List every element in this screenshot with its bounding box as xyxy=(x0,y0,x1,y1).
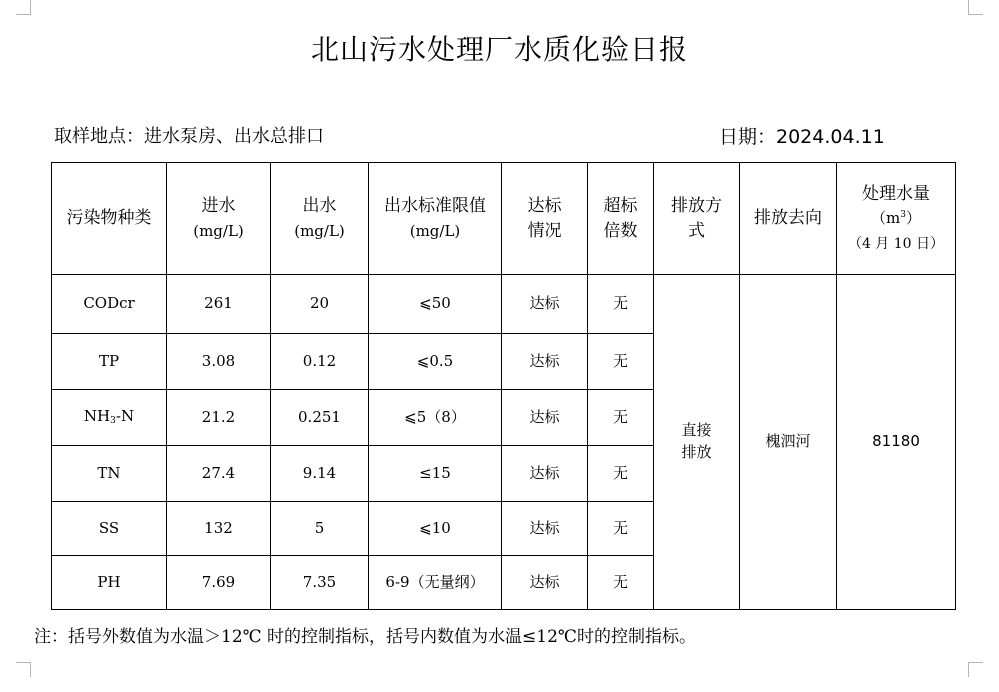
cell-outflow: 0.251 xyxy=(271,390,369,446)
discharge-mode: 直接 排放 xyxy=(654,275,740,610)
cell-exceed: 无 xyxy=(588,334,654,390)
cell-limit: 6-9（无量纲） xyxy=(369,556,502,610)
cell-compliance: 达标 xyxy=(502,446,588,502)
cell-pollutant: $NH_3-N$ xyxy=(52,390,167,446)
cell-inflow: 3.08 xyxy=(167,334,271,390)
cell-compliance: 达标 xyxy=(502,390,588,446)
cell-pollutant: PH xyxy=(52,556,167,610)
cell-limit: ⩽0.5 xyxy=(369,334,502,390)
header-inflow: 进水 (mg/L) xyxy=(167,163,271,275)
cell-limit: ⩽10 xyxy=(369,502,502,556)
report-date: 日期：2024.04.11 xyxy=(719,126,885,148)
header-destination: 排放去向 xyxy=(740,163,837,275)
cell-inflow: 7.69 xyxy=(167,556,271,610)
cell-outflow: 5 xyxy=(271,502,369,556)
header-volume: 处理水量 $(m^3)$ （4 月 10 日） xyxy=(837,163,956,275)
page-corner-mark xyxy=(16,662,31,677)
cell-outflow: 9.14 xyxy=(271,446,369,502)
footnote: 注：括号外数值为水温＞12℃ 时的控制指标，括号内数值为水温≤12℃时的控制指标。 xyxy=(34,627,696,647)
cell-pollutant: CODcr xyxy=(52,275,167,334)
cell-outflow: 7.35 xyxy=(271,556,369,610)
cell-exceed: 无 xyxy=(588,446,654,502)
cell-limit: ⩽50 xyxy=(369,275,502,334)
discharge-destination: 槐泗河 xyxy=(740,275,837,610)
page-corner-mark xyxy=(16,0,31,15)
cell-inflow: 27.4 xyxy=(167,446,271,502)
cell-outflow: 0.12 xyxy=(271,334,369,390)
header-outflow: 出水 (mg/L) xyxy=(271,163,369,275)
cell-limit: ⩽5（8） xyxy=(369,390,502,446)
page-corner-mark xyxy=(968,0,983,15)
cell-compliance: 达标 xyxy=(502,502,588,556)
cell-exceed: 无 xyxy=(588,556,654,610)
cell-inflow: 261 xyxy=(167,275,271,334)
header-exceed: 超标 倍数 xyxy=(588,163,654,275)
cell-compliance: 达标 xyxy=(502,275,588,334)
header-compliance: 达标 情况 xyxy=(502,163,588,275)
header-limit: 出水标准限值 (mg/L) xyxy=(369,163,502,275)
report-title: 北山污水处理厂水质化验日报 xyxy=(310,33,688,66)
water-quality-table xyxy=(51,162,956,610)
sampling-location: 取样地点：进水泵房、出水总排口 xyxy=(54,126,324,147)
cell-inflow: 132 xyxy=(167,502,271,556)
cell-compliance: 达标 xyxy=(502,334,588,390)
table-row xyxy=(52,275,956,334)
cell-exceed: 无 xyxy=(588,502,654,556)
cell-outflow: 20 xyxy=(271,275,369,334)
page-corner-mark xyxy=(968,662,983,677)
cell-pollutant: SS xyxy=(52,502,167,556)
cell-compliance: 达标 xyxy=(502,556,588,610)
header-pollutant: 污染物种类 xyxy=(52,163,167,275)
treated-volume: 81180 xyxy=(837,275,956,610)
cell-exceed: 无 xyxy=(588,390,654,446)
cell-pollutant: TN xyxy=(52,446,167,502)
cell-pollutant: TP xyxy=(52,334,167,390)
cell-exceed: 无 xyxy=(588,275,654,334)
cell-limit: ≤15 xyxy=(369,446,502,502)
header-mode: 排放方 式 xyxy=(654,163,740,275)
table-header-row xyxy=(52,163,956,275)
cell-inflow: 21.2 xyxy=(167,390,271,446)
